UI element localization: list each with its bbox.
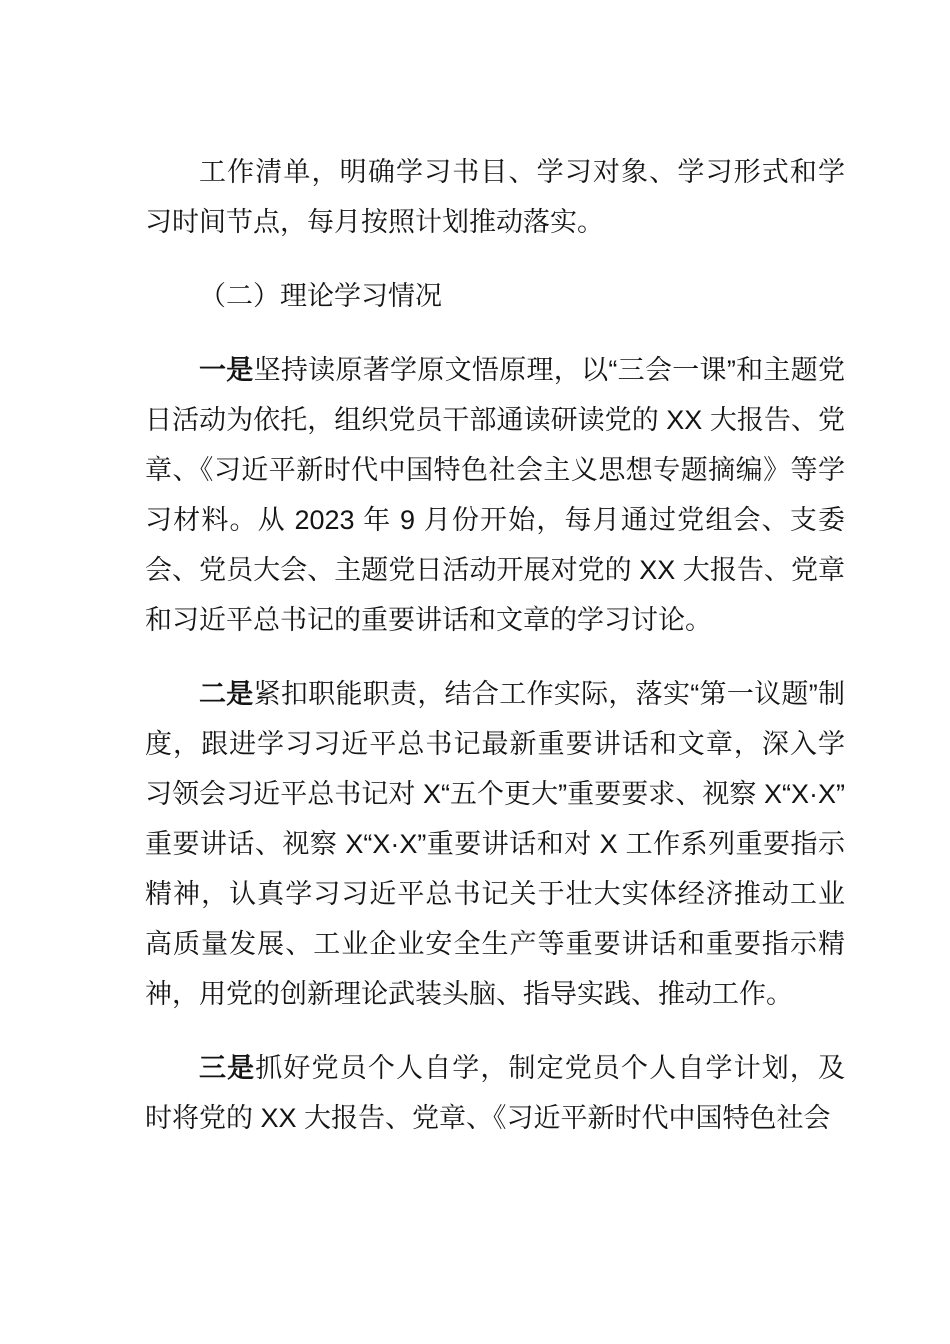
paragraph-text: 抓好党员个人自学，制定党员个人自学计划，及时将党的 XX 大报告、党章、《习近平新时代中国特色社会	[145, 1053, 845, 1133]
paragraph-text: 工作清单，明确学习书目、学习对象、学习形式和学习时间节点，每月按照计划推动落实。	[145, 157, 845, 237]
paragraph-continuation	[145, 147, 845, 247]
paragraph-second-point	[145, 669, 845, 1019]
paragraph-text: 紧扣职能职责，结合工作实际，落实“第一议题”制度，跟进学习习近平总书记最新重要讲话和文章，深入学习领会习近平总书记对 X“五个更大”重要要求、视察 X“X·X”重要讲话、视察 X“X·X”重要讲话和对 X 工作系列重要指示精神，认真学习习近平总书记关于壮大实体经济推动工业高质量发展、工业企业安全生产等重要讲话和重要指示精神，用党的创新理论武装头脑、指导实践、推动工作。	[145, 679, 846, 1009]
paragraph-first-point	[145, 345, 845, 645]
paragraph-text: 坚持读原著学原文悟原理，以“三会一课”和主题党日活动为依托，组织党员干部通读研读党的 XX 大报告、党章、《习近平新时代中国特色社会主义思想专题摘编》等学习材料。从 2023 年 9 月份开始，每月通过党组会、支委会、党员大会、主题党日活动开展对党的 XX 大报告、党章和习近平总书记的重要讲话和文章的学习讨论。	[145, 355, 846, 635]
bold-lead-second: 二是	[199, 679, 254, 709]
section-heading-text: （二）理论学习情况	[199, 281, 442, 311]
paragraph-third-point	[145, 1043, 845, 1143]
section-heading	[145, 271, 845, 321]
bold-lead-first: 一是	[199, 355, 254, 385]
document-body	[145, 147, 845, 1167]
bold-lead-third: 三是	[199, 1053, 256, 1083]
